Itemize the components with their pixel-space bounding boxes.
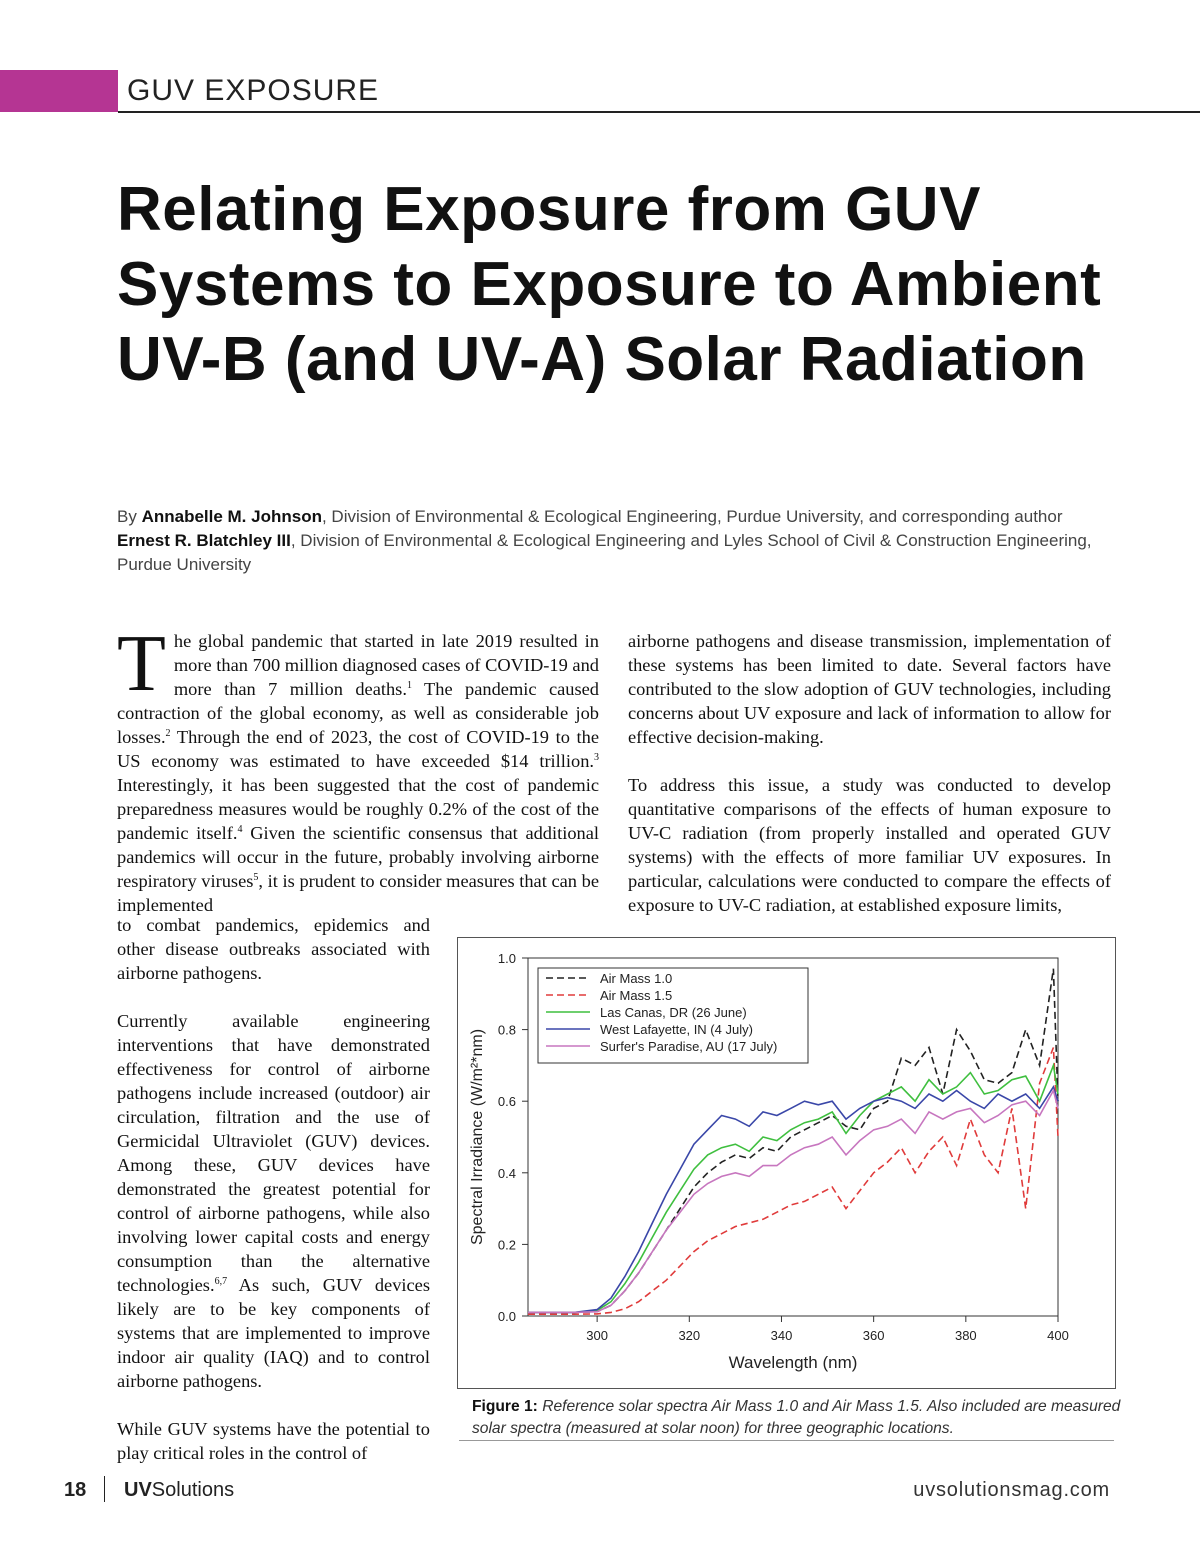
p1-text-e: Given the scientific consensus that additional pandemics will occur in the future, probably involving airborne respiratory viruses bbox=[117, 823, 599, 891]
series-line-5 bbox=[528, 1091, 1058, 1313]
ref-3: 3 bbox=[594, 752, 599, 763]
byline-by: By bbox=[117, 507, 142, 526]
x-tick-label: 300 bbox=[586, 1328, 608, 1343]
left-column-top bbox=[117, 620, 599, 917]
article-title: Relating Exposure from GUV Systems to Exposure to Ambient UV-B (and UV-A) Solar Radiation bbox=[117, 175, 1102, 394]
legend-label: Las Canas, DR (26 June) bbox=[600, 1005, 747, 1020]
paragraph-1 bbox=[117, 620, 599, 917]
paragraph-2 bbox=[117, 1009, 430, 1393]
caption-rule bbox=[459, 1440, 1114, 1441]
dropcap: T bbox=[117, 620, 166, 708]
page-number: 18 bbox=[64, 1479, 87, 1501]
ref-5: 5 bbox=[253, 872, 259, 883]
author-1: Annabelle M. Johnson bbox=[141, 507, 322, 526]
website-url: uvsolutionsmag.com bbox=[913, 1479, 1110, 1501]
paragraph-1-continued: to combat pandemics, epidemics and other disease outbreaks associated with airborne pathogens. bbox=[117, 915, 430, 983]
brand-bold: UV bbox=[124, 1479, 152, 1501]
x-tick-label: 320 bbox=[678, 1328, 701, 1343]
brand-rest: Solutions bbox=[151, 1479, 235, 1501]
caption-label: Figure 1: bbox=[472, 1398, 538, 1415]
y-tick-label: 0.2 bbox=[497, 1237, 516, 1253]
ref-4: 4 bbox=[237, 824, 243, 835]
magazine-brand bbox=[124, 1476, 234, 1504]
y-tick-label: 0.8 bbox=[497, 1022, 516, 1038]
figure-1 bbox=[457, 937, 1116, 1389]
affiliation-2: , Division of Environmental & Ecological Engineering and Lyles School of Civil & Construction Engineering, Purdue University bbox=[117, 531, 1092, 574]
y-tick-label: 0.0 bbox=[497, 1309, 516, 1324]
section-accent-bar bbox=[0, 70, 118, 112]
affiliation-1: , Division of Environmental & Ecological Engineering, Purdue University, and corresponding author bbox=[321, 507, 1063, 526]
x-tick-label: 400 bbox=[1047, 1328, 1069, 1343]
y-tick-label: 1.0 bbox=[497, 951, 516, 966]
p2-text-a: Currently available engineering interventions that have demonstrated effectiveness for control of airborne pathogens include increased (outdoor) air circulation, filtration and the use of Germicidal Ultraviolet (GUV) devices. Among these, GUV devices have demonstrated the greatest potential for control of airborne pathogens, while also involving lower capital costs and energy consumption than the alternative technologies. bbox=[117, 1011, 430, 1295]
y-tick-label: 0.4 bbox=[497, 1165, 516, 1181]
p1-text-f: , it is prudent to consider measures that can be implemented bbox=[117, 871, 599, 915]
right-column bbox=[628, 629, 1111, 917]
series-line-4 bbox=[528, 1087, 1058, 1313]
legend-label: Surfer's Paradise, AU (17 July) bbox=[600, 1039, 778, 1054]
footer-separator bbox=[104, 1476, 105, 1502]
figure-caption bbox=[472, 1396, 1122, 1440]
series-line-2 bbox=[528, 1048, 1058, 1315]
p1-text-a: he global pandemic that started in late 2019 resulted in more than 700 million diagnosed cases of COVID-19 and more than 7 million deaths. bbox=[173, 631, 599, 699]
p2-text-b: As such, GUV devices likely are to be key components of systems that are implemented to improve indoor air quality (IAQ) and to control airborne pathogens. bbox=[117, 1275, 430, 1391]
p1-text-c: Through the end of 2023, the cost of COVID-19 to the US economy was estimated to have exceeded $14 trillion. bbox=[117, 727, 599, 771]
ref-2: 2 bbox=[165, 728, 171, 739]
caption-text: Reference solar spectra Air Mass 1.0 and Air Mass 1.5. Also included are measured solar spectra (measured at solar noon) for three geographic locations. bbox=[472, 1398, 1121, 1437]
series-line-3 bbox=[528, 1065, 1058, 1312]
p1-text-b: The pandemic caused contraction of the global economy, as well as considerable job losses. bbox=[117, 679, 599, 747]
legend-label: Air Mass 1.5 bbox=[600, 988, 673, 1003]
ref-1: 1 bbox=[406, 680, 412, 691]
y-axis-label: Spectral Irradiance (W/m²*nm) bbox=[469, 1028, 486, 1246]
y-tick-label: 0.6 bbox=[497, 1094, 516, 1110]
author-2: Ernest R. Blatchley III bbox=[117, 531, 291, 550]
p1-text-d: Interestingly, it has been suggested that the cost of pandemic preparedness measures would be roughly 0.2% of the cost of the pandemic itself. bbox=[117, 775, 599, 843]
paragraph-4: airborne pathogens and disease transmission, implementation of these systems has been limited to date. Several factors have contributed to the slow adoption of GUV technologies, including concerns about UV exposure and lack of information to allow for effective decision-making. bbox=[628, 631, 1111, 747]
spectral-irradiance-chart bbox=[458, 938, 1115, 1388]
paragraph-5: To address this issue, a study was conducted to develop quantitative comparisons of the effects of human exposure to UV-C radiation (from properly installed and operated GUV systems) with the effects of more familiar UV exposures. In particular, calculations were conducted to compare the effects of exposure to UV-C radiation, at established exposure limits, bbox=[628, 775, 1111, 915]
paragraph-3: While GUV systems have the potential to play critical roles in the control of bbox=[117, 1419, 430, 1463]
section-label: GUV EXPOSURE bbox=[127, 74, 380, 107]
x-tick-label: 380 bbox=[954, 1328, 977, 1343]
ref-6-7: 6,7 bbox=[214, 1276, 228, 1287]
x-tick-label: 340 bbox=[770, 1328, 793, 1343]
left-column-narrow bbox=[117, 913, 430, 1465]
x-tick-label: 360 bbox=[862, 1328, 885, 1343]
legend-label: West Lafayette, IN (4 July) bbox=[600, 1022, 753, 1037]
byline bbox=[117, 505, 1107, 577]
legend-label: Air Mass 1.0 bbox=[600, 971, 673, 986]
section-rule bbox=[118, 111, 1200, 113]
x-axis-label: Wavelength (nm) bbox=[728, 1353, 858, 1372]
